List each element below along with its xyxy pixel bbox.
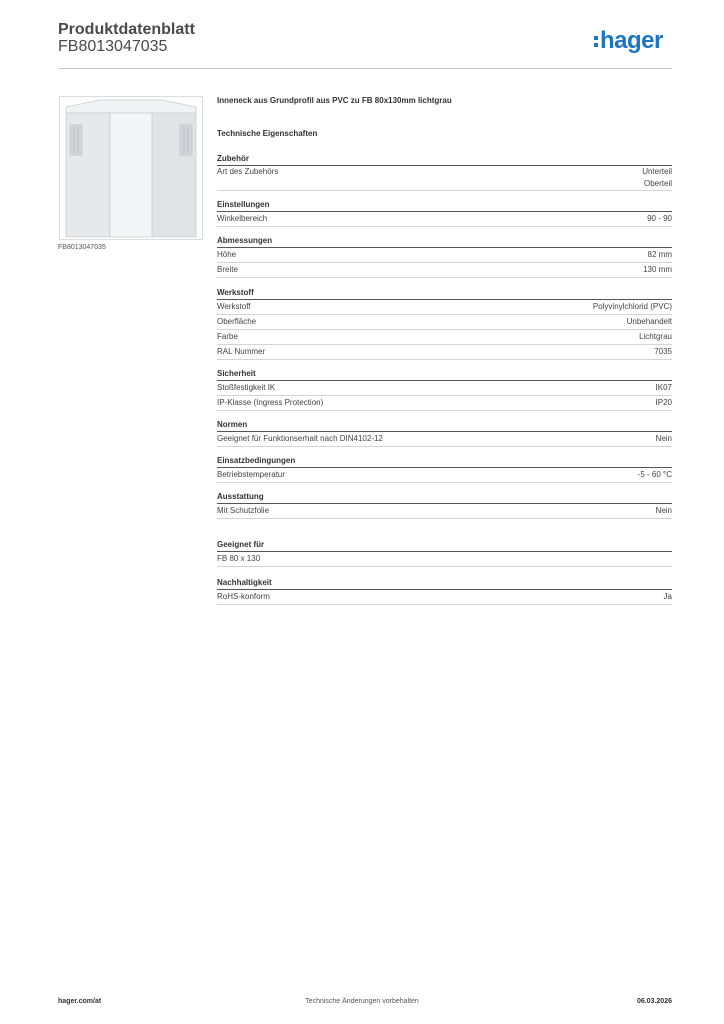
group-heading: Einsatzbedingungen [217,455,672,468]
property-value [648,248,672,262]
property-value-line: Oberteil [643,179,672,188]
property-value-line: Nein [655,434,672,443]
property-label: Oberfläche [217,317,257,326]
property-row [217,504,672,519]
property-group [217,287,672,360]
property-label: RAL Nummer [217,347,266,356]
group-heading: Abmessungen [217,235,672,248]
property-value-line: Nein [655,506,672,515]
group-heading: Ausstattung [217,491,672,504]
property-value [639,330,672,344]
property-value-line: Unterteil [642,167,672,176]
property-label: Winkelbereich [217,214,268,223]
property-group [217,491,672,519]
property-value [638,468,672,482]
property-value [627,315,672,329]
group-heading: Geeignet für [217,539,672,552]
property-row [217,381,672,396]
property-value-line: Polyvinylchlorid (PVC) [592,302,672,311]
property-row [217,330,672,345]
property-value-line: Ja [663,592,672,601]
property-value [656,396,672,410]
page-title: Produktdatenblatt [58,21,195,38]
property-value-line: -5 - 60 °C [637,470,672,479]
property-group [217,153,672,191]
group-heading: Werkstoff [217,287,672,300]
property-label: Breite [217,265,238,274]
property-group [217,455,672,483]
property-value-line: 130 mm [643,265,672,274]
footer-notice: Technische Änderungen vorbehalten [305,998,419,1005]
header-divider [58,68,672,69]
property-label: FB 80 x 130 [217,554,261,563]
property-value-line: Lichtgrau [639,332,672,341]
property-label: RoHS-konform [217,592,270,601]
product-image [59,96,203,240]
property-row [217,345,672,360]
property-value-line: 90 - 90 [647,214,672,223]
group-heading: Sicherheit [217,368,672,381]
property-value [654,345,672,359]
property-label: Geeignet für Funktionserhalt nach DIN4102-12 [217,434,383,443]
property-row [217,396,672,411]
logo-dots-icon [594,36,598,47]
technical-properties-title: Technische Eigenschaften [217,129,318,138]
footer-website: hager.com/at [58,998,102,1005]
property-value [656,504,672,518]
property-group [217,235,672,278]
property-group [217,419,672,447]
property-group [217,539,672,567]
property-label: Werkstoff [217,302,251,311]
property-row [217,300,672,315]
property-label: Art des Zubehörs [217,167,279,176]
product-description: Inneneck aus Grundprofil aus PVC zu FB 80x130mm lichtgrau [217,96,452,105]
product-details [217,96,672,605]
hager-logo [594,26,663,56]
product-code: FB8013047035 [58,38,168,55]
property-row [217,166,672,191]
property-value [593,300,672,314]
image-caption: FB8013047035 [58,244,106,251]
property-row [217,248,672,263]
group-heading: Normen [217,419,672,432]
property-value [643,263,672,277]
cable-duct-inner-corner-image [60,97,202,239]
property-group [217,577,672,605]
logo-text: hager [600,27,663,54]
property-row [217,212,672,227]
property-value [656,432,672,446]
group-heading: Einstellungen [217,199,672,212]
property-value [656,381,672,395]
property-label: Betriebstemperatur [217,470,286,479]
property-value-line: IP20 [655,398,672,407]
group-heading: Zubehör [217,153,672,166]
property-row [217,432,672,447]
property-label: IP-Klasse (Ingress Protection) [217,398,324,407]
property-row [217,552,672,567]
property-row [217,315,672,330]
property-value-line: 7035 [654,347,672,356]
property-value-line: Unbehandelt [626,317,672,326]
property-group [217,199,672,227]
property-group [217,368,672,411]
property-value [647,212,672,226]
property-label: Höhe [217,250,237,259]
property-value-line: IK07 [655,383,672,392]
property-value [664,590,672,604]
group-heading: Nachhaltigkeit [217,577,672,590]
property-row [217,263,672,278]
property-value-line: 82 mm [647,250,672,259]
property-value [642,166,672,190]
property-row [217,468,672,483]
property-row [217,590,672,605]
footer-date: 06.03.2026 [636,998,672,1005]
property-label: Stoßfestigkeit IK [217,383,276,392]
property-groups [217,153,672,605]
property-label: Farbe [217,332,238,341]
property-label: Mit Schutzfolie [217,506,270,515]
